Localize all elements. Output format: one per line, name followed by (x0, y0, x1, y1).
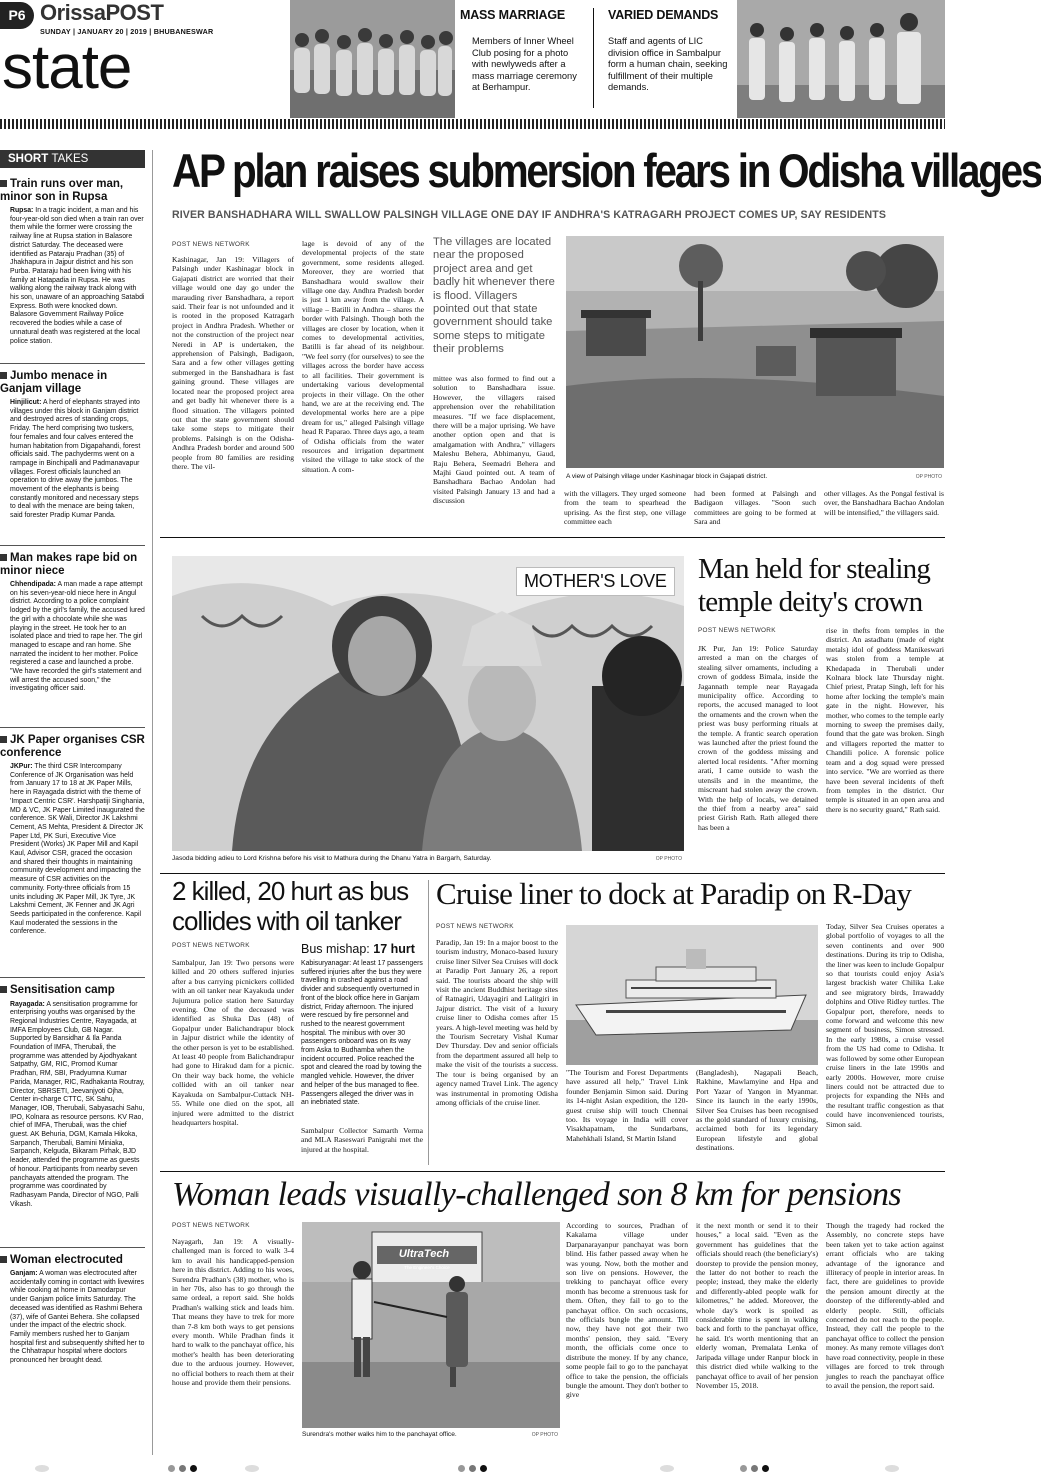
lead-headline: AP plan raises submersion fears in Odisha villages (172, 144, 1041, 197)
teaser-varied-demands: VARIED DEMANDS Staff and agents of LIC division office in Sambalpur form a human chain, seeking fulfillment of their multiple demands. (608, 8, 728, 93)
short-item: Train runs over man, minor son in Rupsa Rupsa: In a tragic incident, a man and his four-year-old son died when a train ran over them while the former were crossing the railway line at Rupsa station in Balasore district Saturday. The deceased were identified as Pataraju Pradhan (35) of Jhakhapura in Jajpur district and his son Purba. Pataraju had been living with his family at Hatapadia in Rupsa. He was walking along the railway track along with his son, unaware of an approaching Satabdi Express. Both were knocked down. Balasore Government Railway Police recovered the bodies while a case of unnatural death was registered at the local police station. (0, 178, 145, 345)
photo-credit: OP PHOTO (915, 474, 942, 480)
short-takes-sidebar (0, 150, 145, 1455)
page-tag: P6 (0, 2, 34, 29)
byline: POST NEWS NETWORK (172, 942, 250, 949)
registration-marks (35, 1465, 49, 1472)
photo-credit: OP PHOTO (531, 1432, 558, 1438)
photo-caption: Surendra's mother walks him to the panchayat office. (302, 1431, 457, 1438)
palsingh-village-photo (566, 236, 944, 468)
byline: POST NEWS NETWORK (172, 241, 250, 248)
cruise-ship-photo (566, 925, 818, 1065)
bus-headline: 2 killed, 20 hurt as bus collides with oil tanker (172, 876, 409, 936)
cruise-col2: "The Tourism and Forest Departments have assured all help," Travel Link founder Benjamin Simon said. During its 14-night Asian expedition, the 120-guest cruise ship will touch Chennai too. Its voyage in India will cover Visakhapatnam, the Sundarbans, Mahehkhali Island, St Martin Island (566, 1068, 688, 1143)
short-item: Woman electrocuted Ganjam: A woman was electrocuted after accidentally coming in contact with livewires while cooking at home in Damodarpur under Ganjam police limits Saturday. The deceased was identified as Rashmi Behera (37), wife of Gantei Behera. She collapsed under the impact of the electric shock. Family members rushed her to Ganjam hospital first and subsequently shifted her to the Chhatrapur hospital where doctors pronounced her brought dead. (0, 1254, 145, 1399)
woman-col1: Nayagarh, Jan 19: A visually-challenged man is forced to walk 3-4 km to avail his handicapped-pension here in this district. Adding to his woes, Surendra Pradhan's (38) mother, who is in her 70s, also has to go through the same ordeal, a report said. She holds Pradhan's walking stick and leads him. That means they have to trek for more than 7-8 km both ways to get pensions every month. While Pradhan finds it hard to walk to the panchayat office, his mother's health has been deteriorating due to the arduous journey. However, no official bothers to reach them at their house and provide them their pensions. (172, 1237, 294, 1388)
photo-credit: OP PHOTO (655, 856, 682, 862)
registration-marks (885, 1465, 899, 1472)
lead-deck: RIVER BANSHADHARA WILL SWALLOW PALSINGH VILLAGE ONE DAY IF ANDHRA'S KATRAGARH PROJECT COMES UP, SAY RESIDENTS (172, 209, 887, 221)
mothers-love-photo (172, 556, 684, 851)
section-title: state (2, 33, 132, 102)
short-item: Jumbo menace in Ganjam village Hinjilicut: A herd of elephants strayed into villages under this block in Ganjam district and destroyed acres of standing crops, Friday. The herd comprising two tuskers, four females and four calves entered the human habitation from Digapahandi, forest officials said. The pachyderms went on a rampage in Binchipalli and Padmanavapur villages. Forest officials launched an operation to drive away the jumbos. The movement of the elephants is being constantly monitored and necessary steps to deal with the menace are being taken, said forester Pradip Kumar Panda. (0, 370, 141, 520)
woman-col4: Though the tragedy had rocked the Assembly, no concrete steps have been taken yet to take action against errant officials who are taking advantage of the ignorance and illiteracy of people in interior areas. In fact, there are guidelines to provide the pension amount directly at the doorstep of the differently-abled and elderly people. Still, officials concerned do not reach to the people. Instead, they call the people to the panchayat office to collect the pension money. As many remote villages don't have road connectivity, people in these villages are forced to trek through jungles to reach the panchayat office to avail the pension, the report said. (826, 1221, 945, 1390)
hoarding-sign-subtext: The Engineer's Choice (404, 1265, 450, 1270)
lead-col3: mittee was also formed to find out a solution to Banshadhara issue. However, the villagers raised apprehension over the rehabilitation measures. "If we face displacement, there will be a major uprising. We have another option open and that is amalgamation with Andhra," villagers Maleshu Behera, Abhimanyu, Gaud, Raju Behera, Seemadri Behera and Majhi Gaud pointed out. A team of Banshadhara Bachao Andolan had visited Palsingh January 13 and had a discussion (433, 374, 555, 506)
mothers-love-tag: MOTHER'S LOVE (516, 567, 675, 596)
hoarding-sign-text: UltraTech (398, 1248, 450, 1260)
woman-col3: it the next month or send it to their houses," a local said. "Even as the government has guidelines that the officials should reach (the beneficiary's) doorstep to provide the pension money, the latter do not bother to reach the people; instead, they make the elderly and differently-abled people walk for kilometres," he added. Moreover, the whole day's work is spoiled as considerable time is spent in walking back and forth to the panchayat office, he said. It's worth mentioning that an elderly woman, Premalata Lenka of Jaripada village under Ranpur block in this district died while walking to the panchayat office to avail of her pension November 15, 2018. (696, 1221, 818, 1390)
registration-marks (458, 1465, 487, 1472)
bus-col1: Sambalpur, Jan 19: Two persons were killed and 20 others suffered injuries after a bus carrying picnickers collided with an oil tanker near Kayakuda under Jujumura police station here Saturday evening. One of the deceased was identified as Shuka Das (48) of Gopalpur under Balichandrapur block in Jajpur district while the identity of the other person is yet to be established. At least 40 people from Balichandrapur had gone to Hirakud dam for a picnic. On their way back home, the vehicle collided with an oil tanker near Kayakuda on Sambalpur-Cuttack NH-55. While one died on the spot, all injured were admitted to the district headquarters hospital. (172, 958, 294, 1127)
lead-col6: other villages. As the Pongal festival is over, the Banshadhara Bachao Andolan will be intensified," the villagers said. (824, 489, 944, 517)
masthead-stripe (0, 119, 945, 129)
byline: POST NEWS NETWORK (436, 923, 514, 930)
woman-headline: Woman leads visually-challenged son 8 km for pensions (172, 1176, 902, 1213)
registration-marks (245, 1465, 259, 1472)
registration-marks (660, 1465, 674, 1472)
cruise-headline: Cruise liner to dock at Paradip on R-Day (436, 876, 912, 911)
lead-col4: with the villagers. They urged someone from the team to spearhead the uprising. As the first step, one village committee each (564, 489, 686, 527)
teaser-mass-marriage: MASS MARRIAGE Members of Inner Wheel Club posing for a photo with newlyweds after a mass marriage ceremony at Berhampur. (460, 8, 577, 93)
photo-caption: A view of Palsingh village under Kashinagar block in Gajapati district. (566, 473, 768, 480)
lead-col1: Kashinagar, Jan 19: Villagers of Palsingh under Kashinagar block in Gajapati district are worried that their village would one day go under the marauding river Banshadhara, a report said. Their fear is not unfounded and it is rooted in the proposed Katragarh project in Andhra Pradesh. Whether or not the construction of the project near Neredi in AP is undertaken, the apprehension of Palsingh, Badigaon, Sara and a few other villages getting submerged in the Banshadhara is fast gaining ground. These villages are located near the proposed project area and get badly hit whenever there is a flood situation. The villagers pointed out that the state government should take some steps to mitigate their problems. Palsingh is on the Odisha-Andhra Pradesh border and around 500 people from 80 families are residing there. The vil- (172, 255, 294, 471)
cruise-col4: Today, Silver Sea Cruises operates a global portfolio of voyages to all the seven continents and over 900 destinations. During its trip to Odisha, the liner was keen to include Gopalpur so that tourists could enjoy Asia's largest brackish water Chilika Lake and see migratory birds, Irrawaddy dolphins and Olive Ridley turtles. The Gopalpur port, therefore, needs to come forward and welcome this new segment of business, Simon stressed. In the early 1980s, a cruise vessel from the US had come to Odisha. It was followed by some other European cruise liners in the late 1990s and early 2000s. However, more cruise liners could not be attracted due to projects for expanding the NHs and the resultant traffic congestion as that could have inconvenienced tourists, Simon said. (826, 922, 944, 1129)
cruise-col3: (Bangladesh), Nagapali Beach, Rakhine, Mawlamyine and Hpa and Port Yazar of Yangon in Myanmar. Since its launch in the early 1990s, Silver Sea Cruises has been recognised as the gold standard of luxury cruising, acclaimed both for its legendary European lifestyle and global destinations. (696, 1068, 818, 1153)
photo-caption: Jasoda bidding adieu to Lord Krishna before his visit to Mathura during the Dhanu Yatra in Bargarh, Saturday. (172, 855, 492, 862)
lic-protest-photo (737, 0, 945, 118)
mass-marriage-photo (290, 0, 455, 118)
lead-col2: lage is devoid of any of the developmental projects of the state government, some residents alleged. Moreover, they are worried that Banshadhara would swallow their village one day. Andhra Pradesh border is just 1 km away from the village. A village – Batilli in Andhra – shares the border with Palsingh. Though both the villages are closer by location, when it comes to developmental activities, Batilli is far ahead of its neighbour. "We feel sorry (for ourselves) to see the villages across the border have access to all facilities. Their government is undertaking various developmental projects in their village. On the other hand, we are at the receiving end. The developmental works here are a pipe dream for us," alleged Palsingh village head R Paparao. Three days ago, a team of Odisha officials from the water resources and irrigation department visited the village to take stock of the situation. A com- (302, 239, 424, 474)
cruise-col1: Paradip, Jan 19: In a major boost to the tourism industry, Monaco-based luxury cruise liner Silver Sea Cruises will dock at Paradip Port January 26, a report said. The tourists aboard the ship will visit the ancient Buddhist heritage sites of Ratnagiri, Udayagiri and Lalitgiri in Jajpur district. The visit of a luxury cruise liner to Odisha comes after 15 years. A high-level meeting was held by the Tourism Secretary Vishal Kumar Dev Thursday. Dev and senior officials from the department assured all help to make the visit of the tourists a success. The tour is being organised by an agency named Travel Link. The agency was instrumental in promoting Odisha among officials of the cruise liner. (436, 938, 558, 1107)
crown-headline: Man held for stealing temple deity's crown (698, 553, 931, 618)
bus-side-box: Bus mishap: 17 hurt Kabisuryanagar: At least 17 passengers suffered injuries after the bus they were travelling in crashed against a road divider and subsequently overturned in front of the block office here in Ganjam district, Friday afternoon. The injured were rescued by fire personnel and rushed to the nearest government hospital. The minibus with over 30 passengers onboard was on its way from Aska to Budhamba when the incident occurred. Police reached the spot and cleared the road by towing the mangled vehicle. However, the driver and helper of the bus managed to flee. Passengers alleged the driver was in an inebriated state. (301, 942, 423, 1107)
short-takes-label: SHORT TAKES (0, 150, 145, 168)
byline: POST NEWS NETWORK (698, 627, 776, 634)
short-item: Sensitisation camp Rayagada: A sensitisation programme for enterprising youths was organised by the Regional Industries Centre, Rayagada, at IMFA Employees Club, GB Nagar. Supported by Bansidhar & Ila Panda Foundation of IMFA, Therubali, the programme was attended by Ajodhyakant Satpathy, GM, RIC, Promod Kumar Pradhan, RM, SBI, Pradyumna Kumar Parida, Manager, RIC, Radhakanta Routray, Director, SBRSETI, Jeevanjyoti Ojha, Center in-charge CTTC, SK Sahu, Manager, IOB, Therubali, Sabyasachi Sahu, IPO, Kolnara as resource persons. KV Rao, chief of IMFA, Therubali, was the chief guest. AK Behuria, DGM, Kamala Hikoka, Sarpanch, Therubali, Bamini Miniaka, Sarpanch, Kelguda, Bikaram Pirhak, BJD leader, attended the programme as guests of honour. Participants from nearby seven panchayats attended the program. The programme was coordinated by Radhasyam Panda, Director of NGO, Palli Vikash. (0, 984, 145, 1241)
pull-quote: The villages are located near the proposed project area and get badly hit whenever there is flood. Villagers pointed out that state government should take some steps to mitigate their problems (433, 236, 555, 356)
registration-marks (740, 1465, 769, 1472)
lead-col5: had been formed at Palsingh and Badigaon villages. "Soon such committees are going to be formed at Sara and (694, 489, 816, 527)
woman-col2: According to sources, Pradhan of Kakalama village under Darpanarayanpur panchayat was born blind. His father passed away when he was young. Now, both the mother and son live on pensions. However, the trekking to panchayat office every month has become a strenuous task for them. Often, they fail to go to the panchayat office. On such occasions, the officials bungle the amount. Till now, they have not got their two months' pension, they said. "Every month, the officials come once to distribute the money. If by any chance, some people fail to go to the panchayat office to take the pension, the officials bungle the amount. They don't bother to give (566, 1221, 688, 1400)
registration-marks (168, 1465, 197, 1472)
dateline: SUNDAY | JANUARY 20 | 2019 | BHUBANESWAR (40, 27, 214, 36)
brand-logo: OrissaPOST (40, 0, 164, 25)
bus-col3: Sambalpur Collector Samarth Verma and MLA Raseswari Panigrahi met the injured at the hospital. (301, 1126, 423, 1154)
short-item: Man makes rape bid on minor niece Chhendipada: A man made a rape attempt on his seven-year-old niece here in Angul district. According to a police complaint lodged by the girl's family, the accused lured the girl with a chocolate while she was playing in the street. He took her to an isolated place and tried to rape her. The girl managed to escape and ran home. She narrated the incident to her mother. Police registered a case and launched a probe. "We have recorded the girl's statement and will arrest the accused soon," the investigating officer said. (0, 552, 145, 693)
crown-col2: rise in thefts from temples in the district. An astadhatu (made of eight metals) idol of goddess Manikeswari was stolen from a temple at Khedapada in Therubali under Kolnara block late Thursday night. Chief priest, Pratap Singh, left for his home after locking the temple's main gate in the night. However, his mother, who comes to the temple early morning to sweep the premises daily, found that the gate was broken. Singh and villagers reported the matter to Chandili police. A forensic police team and a dog squad were pressed into service. "We are worried as there have been several incidents of theft from temples in the district. Our temple is situated in an open area and there is no security guard," Rath said. (826, 626, 944, 814)
crown-col1: JK Pur, Jan 19: Police Saturday arrested a man on the charges of stealing silver ornaments, including a crown of goddess Bimala, inside the Jagannath temple near Rayagada municipality office. According to reports, the accused managed to loot the ornaments and the crown when the priest was busy performing rituals at the temple. A frantic search operation was launched after the priest found the crown of the goddess missing and alerted local residents. "After morning arati, I came outside to wash the utensils and in the meantime, the miscreant had stolen away the crown. With the help of locals, we detained the thief from a nearby area" said priest Girish Rath. Rath alleged there has been a (698, 644, 818, 832)
byline: POST NEWS NETWORK (172, 1222, 250, 1229)
short-item: JK Paper organises CSR conference JKPur: The third CSR Intercompany Conference of JK Organisation was held from January 17 to 18 at JK Paper Mills, here in Rayagada district with the theme of 'Impact Centric CSR'. Harshpatiji Singhania, MD & VC, JK Paper Limited inaugurated the conference. SK Wali, Director JK Lakshmi Cement, AS Mehta, President & Director JK Paper Ltd, PK Suri, Executive Vice President (Works) JK Paper Mill and Kapil Kaul, Advisor CSR, graced the occasion and shared their thoughts in maintaining community development and impacting the measure of CSR activities on the community. Forty-three officials from 15 units including JK Paper Mill, JK Tyre, JK Lakshmi Cement, JK Fenner and JK Agri Seeds participated in the conference. Kapil Kaul moderated the sessions in the conference. (0, 734, 145, 936)
